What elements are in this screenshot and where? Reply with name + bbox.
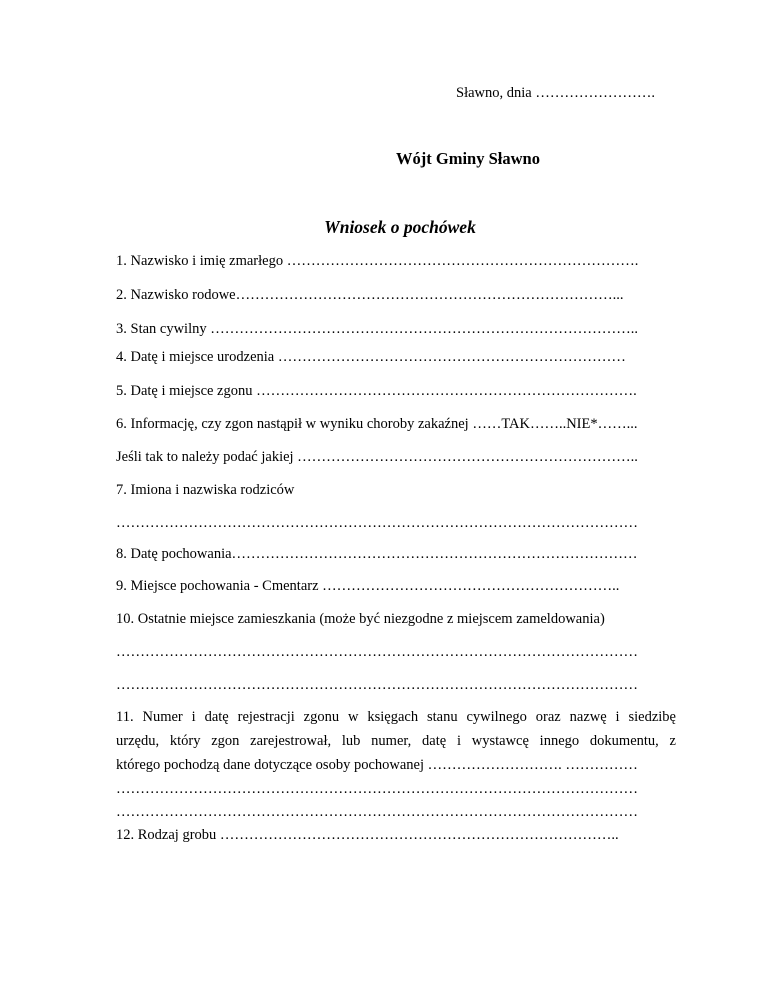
field-death-registration: [116, 705, 676, 777]
death-registration-line-3: którego pochodzą dane dotyczące osoby pochowanej ………………………. ……………: [116, 757, 638, 773]
field-family-name: 2. Nazwisko rodowe……………………………………………………………………...: [116, 287, 624, 303]
field-last-residence: 10. Ostatnie miejsce zamieszkania (może być niezgodne z miejscem zameldowania): [116, 611, 605, 627]
field-burial-date: 8. Datę pochowania…………………………………………………………………………: [116, 546, 638, 562]
field-last-residence-blank-1: ………………………………………………………………………………………………: [116, 644, 638, 660]
field-last-residence-blank-2: ………………………………………………………………………………………………: [116, 677, 638, 693]
field-death-registration-blank-1: ………………………………………………………………………………………………: [116, 781, 638, 797]
field-disease-name: Jeśli tak to należy podać jakiej ……………………………………………………………..: [116, 449, 638, 465]
field-grave-type: 12. Rodzaj grobu ………………………………………………………………………..: [116, 827, 619, 843]
recipient-heading: Wójt Gminy Sławno: [396, 149, 540, 168]
field-deceased-name: 1. Nazwisko i imię zmarłego ……………………………………………………………….: [116, 253, 639, 269]
death-registration-line-1: 11. Numer i datę rejestracji zgonu w księgach stanu cywilnego oraz nazwę i siedzibę: [116, 709, 676, 725]
field-infectious-disease: 6. Informację, czy zgon nastąpił w wyniku choroby zakaźnej ……TAK……..NIE*……...: [116, 416, 638, 432]
field-birth-date-place: 4. Datę i miejsce urodzenia ………………………………………………………………: [116, 349, 626, 365]
document-title: Wniosek o pochówek: [324, 217, 476, 237]
death-registration-line-2: urzędu, który zgon zarejestrował, lub numer, datę i wystawcę innego dokumentu, z: [116, 733, 676, 749]
field-death-date-place: 5. Datę i miejsce zgonu …………………………………………………………………….: [116, 383, 637, 399]
field-burial-place: 9. Miejsce pochowania - Cmentarz ……………………………………………………..: [116, 578, 620, 594]
field-parents-names-blank: ………………………………………………………………………………………………: [116, 515, 638, 531]
field-parents-names: 7. Imiona i nazwiska rodziców: [116, 482, 295, 498]
field-marital-status: 3. Stan cywilny ……………………………………………………………………………..: [116, 321, 638, 337]
field-death-registration-blank-2: ………………………………………………………………………………………………: [116, 804, 638, 820]
place-date-line: Sławno, dnia …………………….: [456, 85, 655, 101]
